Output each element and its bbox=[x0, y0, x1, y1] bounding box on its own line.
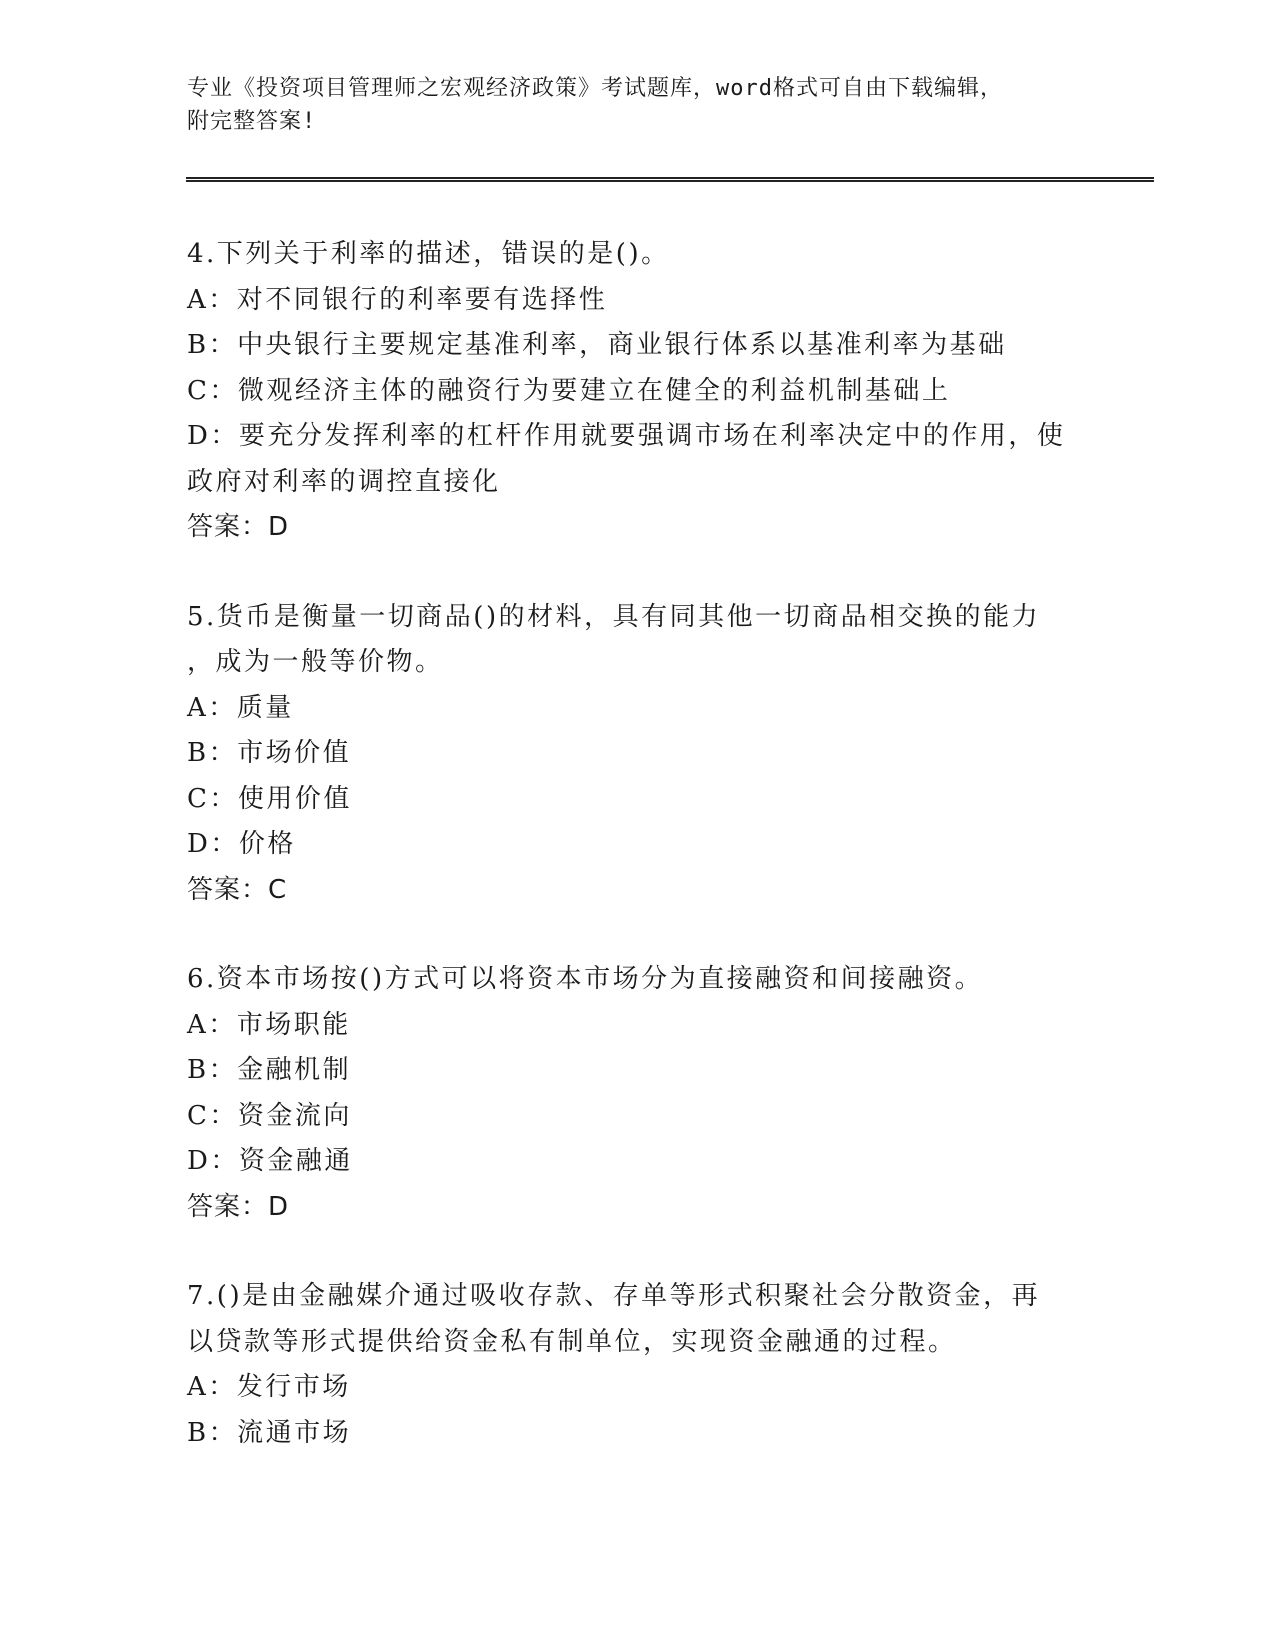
question-option: C：微观经济主体的融资行为要建立在健全的利益机制基础上 bbox=[187, 375, 951, 406]
question-block bbox=[187, 1274, 1087, 1456]
question-option: D：价格 bbox=[187, 829, 296, 859]
question-option: A：发行市场 bbox=[187, 1372, 351, 1402]
question-block bbox=[187, 595, 1087, 914]
question-block bbox=[187, 232, 1087, 551]
question-stem: 6.资本市场按()方式可以将资本市场分为直接融资和间接融资。 bbox=[187, 964, 984, 994]
question-option: A：市场职能 bbox=[187, 1009, 351, 1040]
question-block bbox=[187, 957, 1087, 1230]
question-option: B：金融机制 bbox=[187, 1055, 352, 1085]
question-option: C：使用价值 bbox=[187, 783, 352, 814]
question-option: D：要充分发挥利率的杠杆作用就要强调市场在利率决定中的作用，使 bbox=[187, 421, 1066, 451]
question-answer: 答案：D bbox=[187, 1191, 290, 1222]
question-option: A：质量 bbox=[187, 692, 294, 723]
header-line-2: 附完整答案! bbox=[187, 109, 317, 134]
question-answer: 答案：C bbox=[187, 874, 288, 905]
question-stem: 5.货币是衡量一切商品()的材料，具有同其他一切商品相交换的能力 bbox=[187, 601, 1041, 632]
question-stem: 7.()是由金融媒介通过吸收存款、存单等形式积聚社会分散资金，再 bbox=[187, 1281, 1041, 1311]
question-stem: 以贷款等形式提供给资金私有制单位，实现资金融通的过程。 bbox=[187, 1326, 957, 1357]
header-line-1: 专业《投资项目管理师之宏观经济政策》考试题库，word格式可自由下载编辑， bbox=[187, 76, 1003, 101]
question-stem: ，成为一般等价物。 bbox=[187, 647, 444, 677]
question-option: B：中央银行主要规定基准利率，商业银行体系以基准利率为基础 bbox=[187, 330, 1007, 360]
question-option: 政府对利率的调控直接化 bbox=[187, 466, 501, 497]
document-header bbox=[187, 72, 1067, 138]
header-divider bbox=[186, 177, 1154, 182]
question-stem: 4.下列关于利率的描述，错误的是()。 bbox=[187, 239, 670, 269]
question-option: C：资金流向 bbox=[187, 1100, 352, 1131]
question-option: D：资金融通 bbox=[187, 1146, 353, 1176]
question-option: B：流通市场 bbox=[187, 1417, 352, 1448]
question-option: B：市场价值 bbox=[187, 738, 352, 768]
question-list bbox=[187, 232, 1087, 1500]
question-answer: 答案：D bbox=[187, 512, 290, 542]
question-option: A：对不同银行的利率要有选择性 bbox=[187, 284, 608, 315]
